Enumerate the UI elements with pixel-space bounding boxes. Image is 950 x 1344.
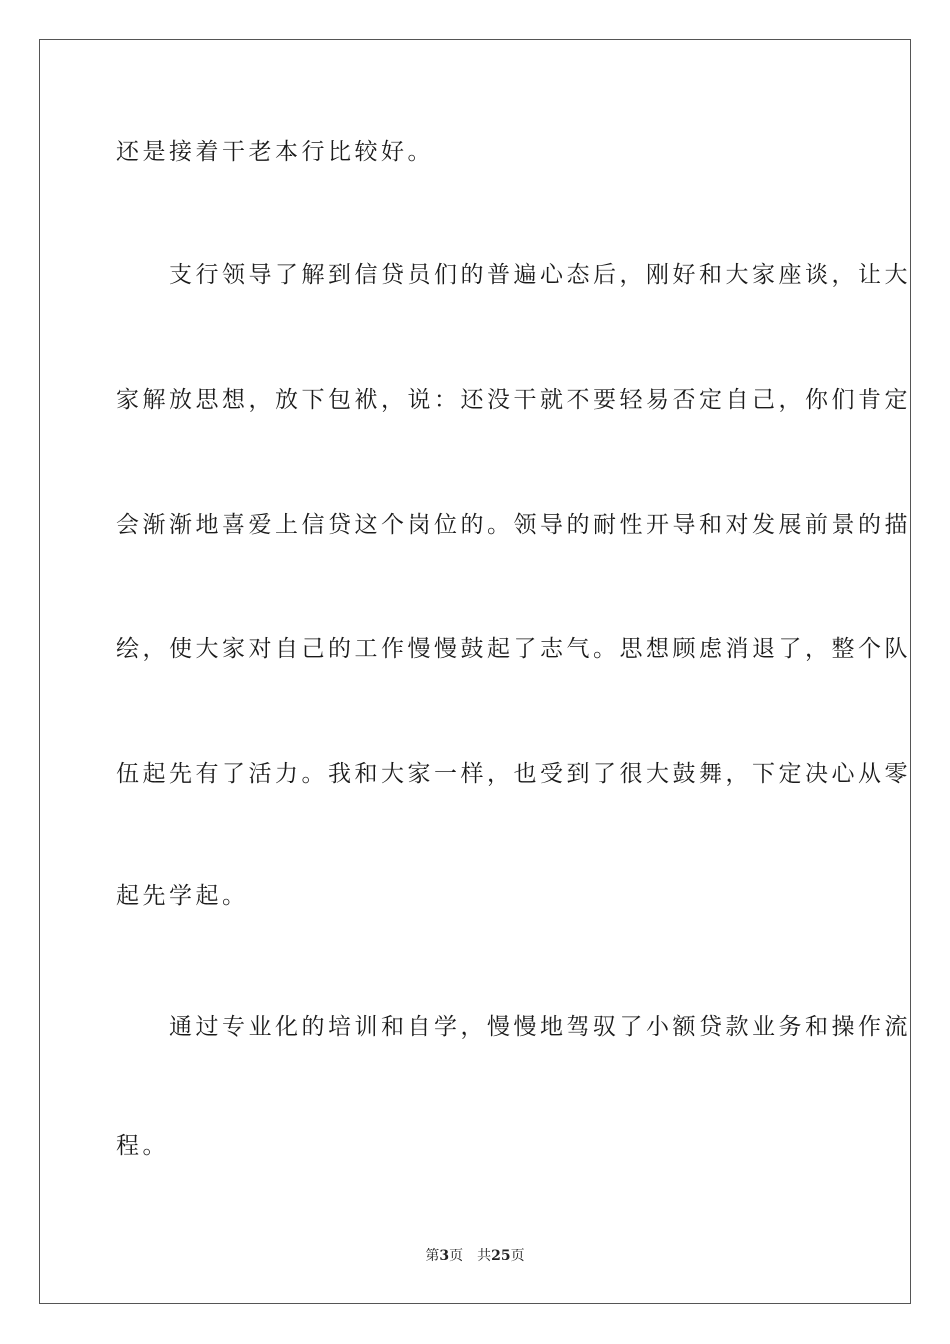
page-prefix: 第 [425,1248,440,1264]
text-line: 绘，使大家对自己的工作慢慢鼓起了志气。思想顾虑消退了，整个队 [116,636,911,662]
total-suffix: 页 [510,1248,525,1264]
text-line: 还是接着干老本行比较好。 [116,139,434,165]
page-number: 3 [439,1248,450,1264]
page-border [39,39,911,1304]
text-line: 通过专业化的培训和自学，慢慢地驾驭了小额贷款业务和操作流 [116,1014,911,1040]
page-footer [0,1246,950,1266]
total-prefix: 共 [477,1248,492,1264]
text-line: 会渐渐地喜爱上信贷这个岗位的。领导的耐性开导和对发展前景的描 [116,512,911,538]
total-pages: 25 [491,1248,511,1264]
page-suffix: 页 [449,1248,464,1264]
text-line: 家解放思想，放下包袱，说：还没干就不要轻易否定自己，你们肯定 [116,387,911,413]
text-line: 伍起先有了活力。我和大家一样，也受到了很大鼓舞，下定决心从零 [116,761,911,787]
text-line: 起先学起。 [116,883,249,909]
text-line: 支行领导了解到信贷员们的普遍心态后，刚好和大家座谈，让大 [116,262,911,288]
text-line: 程。 [116,1133,169,1159]
